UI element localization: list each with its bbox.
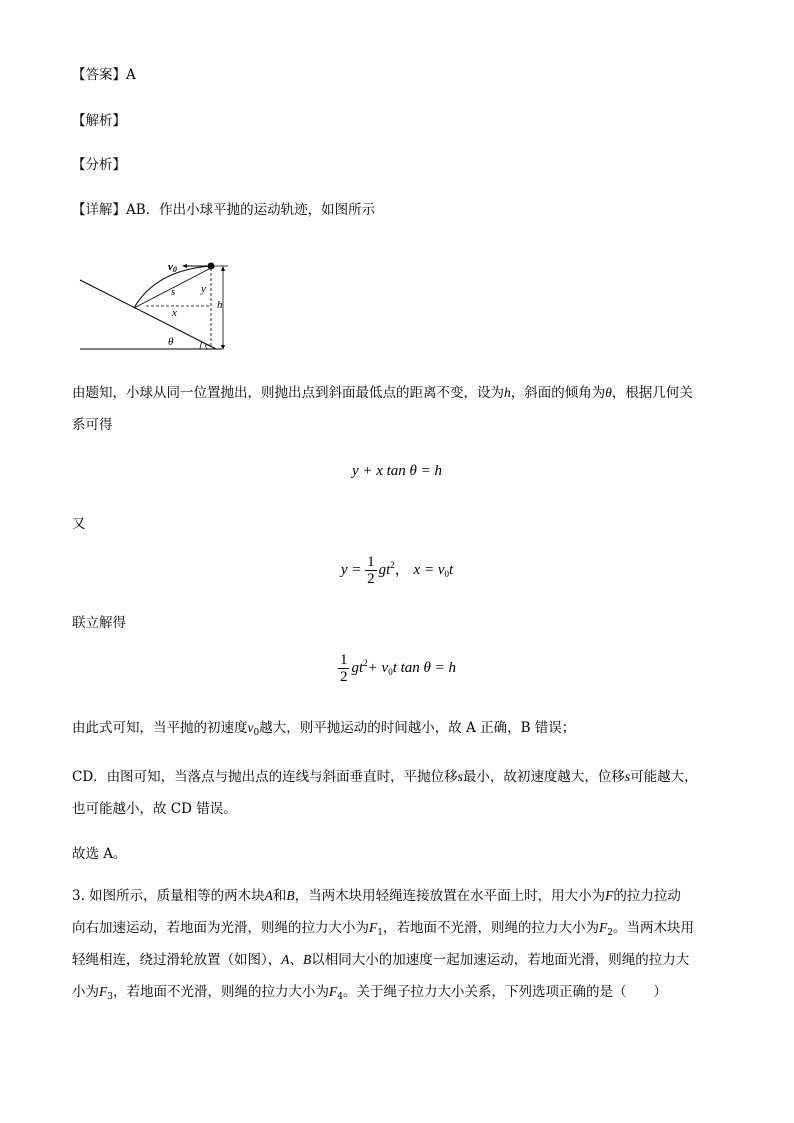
paragraph-3-line-2: 也可能越小，故 CD 错误。 — [72, 801, 237, 817]
label-x: x — [172, 307, 177, 319]
conclusion-line: 故选 A。 — [72, 846, 127, 862]
eq2-gt: gt — [378, 561, 391, 578]
eq2-fraction: $\frac{1}{2}$ — [367, 554, 375, 587]
para1-h: h — [504, 385, 511, 400]
eq2-lhs: y = — [340, 561, 362, 578]
equation-3: $\frac{1}{2}$ $gt^2+ v_0t$ tan θ = h — [339, 652, 457, 685]
label-s: s — [171, 286, 176, 298]
label-h: h — [217, 299, 223, 311]
paragraph-2: 由此式可知，当平抛的初速度$v_0$越大，则平抛运动的时间越小，故 A 正确，B 错误； — [72, 720, 576, 738]
question-3-line-1: 3. 如图所示，质量相等的两木块A和B，当两木块用轻绳连接放置在水平面上时，用大小为F的拉力拉动 — [72, 888, 681, 904]
answer-tag: 【答案】 — [72, 67, 126, 83]
para1-theta: θ — [605, 385, 612, 400]
answer-line — [72, 66, 136, 84]
para1-text-c: ，根据几何关 — [611, 385, 693, 401]
para1-text-b: ，斜面的倾角为 — [510, 385, 606, 401]
equation-2: y = $\frac{1}{2}$ $gt^2$， $x = v_0t$ — [340, 554, 454, 587]
detail-tag: 【详解】 — [72, 202, 126, 218]
you-line: 又 — [72, 516, 86, 532]
paragraph-1-line-2: 系可得 — [72, 417, 113, 433]
label-v0: v0 — [168, 261, 177, 274]
para1-text-a: 由题知，小球从同一位置抛出，则抛出点到斜面最低点的距离不变，设为 — [72, 385, 504, 401]
label-theta: θ — [168, 336, 174, 348]
eq2-x: x = v — [413, 561, 445, 578]
fenxi-tag: 【分析】 — [72, 157, 126, 173]
lianli-line: 联立解得 — [72, 615, 126, 631]
detail-text: AB．作出小球平抛的运动轨迹，如图所示 — [126, 202, 376, 218]
answer-value: A — [126, 67, 136, 83]
eq3-fraction: $\frac{1}{2}$ — [339, 652, 348, 685]
detail-line — [72, 201, 375, 219]
equation-1 — [0, 463, 794, 480]
paragraph-1-line-1 — [72, 384, 693, 402]
label-y: y — [201, 283, 206, 295]
question-3-line-3: 轻绳相连，绕过滑轮放置（如图），A、B以相同大小的加速度一起加速运动，若地面光滑，则绳的拉力大 — [72, 952, 690, 968]
paragraph-3-line-1: CD．由图可知，当落点与抛出点的连线与斜面垂直时，平抛位移s最小，故初速度越大，位移s可能越大， — [72, 769, 698, 785]
analysis-tag: 【解析】 — [72, 113, 126, 129]
question-3-line-4: 小为$F_3$，若地面不光滑，则绳的拉力大小为$F_4$。关于绳子拉力大小关系，下列选项正确的是（ ） — [72, 984, 667, 1002]
question-3-line-2: 向右加速运动，若地面为光滑，则绳的拉力大小为$F_1$，若地面不光滑，则绳的拉力大小为$F_2$。当两木块用 — [72, 920, 694, 938]
equation-1-text: y + x tan θ = h — [351, 463, 443, 479]
incline-projectile-figure — [76, 256, 236, 356]
